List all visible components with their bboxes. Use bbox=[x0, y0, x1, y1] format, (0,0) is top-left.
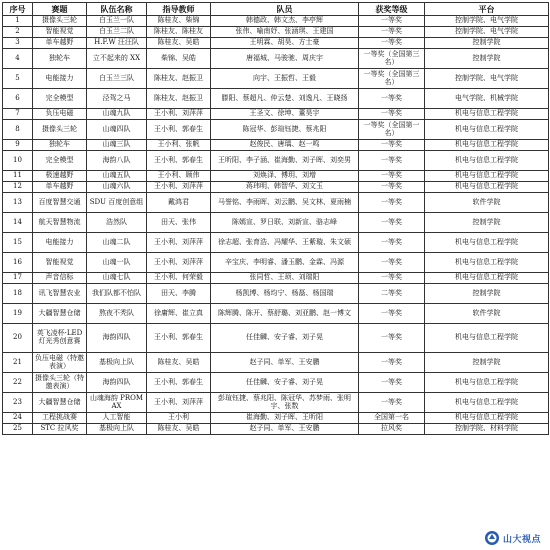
cell-award: 一等奖（全国第三名） bbox=[359, 69, 425, 89]
cell-teacher: 王小利、顾伟 bbox=[147, 171, 211, 182]
table-row bbox=[3, 69, 549, 89]
cell-platform: 软件学院 bbox=[425, 304, 549, 324]
cell-no: 25 bbox=[3, 424, 33, 435]
table-row bbox=[3, 284, 549, 304]
table-row bbox=[3, 89, 549, 109]
cell-award: 一等奖 bbox=[359, 109, 425, 120]
cell-members: 滕阳、蔡超凡、仲云楚、刘逸凡、王晓扬 bbox=[211, 89, 359, 109]
table-row bbox=[3, 324, 549, 353]
cell-award: 一等奖 bbox=[359, 324, 425, 353]
cell-topic: 摄像头三轮 bbox=[33, 16, 87, 27]
cell-team: 山魂六队 bbox=[87, 182, 147, 193]
table-row bbox=[3, 16, 549, 27]
cell-members: 王明霖、胡昊、方士豪 bbox=[211, 38, 359, 49]
header-team: 队伍名称 bbox=[87, 3, 147, 16]
cell-no: 15 bbox=[3, 233, 33, 253]
cell-no: 3 bbox=[3, 38, 33, 49]
cell-topic: 摄像头三轮（特邀表演） bbox=[33, 373, 87, 393]
cell-topic: 独轮车 bbox=[33, 49, 87, 69]
cell-platform: 控制学院 bbox=[425, 284, 549, 304]
table-row bbox=[3, 304, 549, 324]
table-row bbox=[3, 413, 549, 424]
cell-platform: 机电与信息工程学院 bbox=[425, 413, 549, 424]
cell-platform: 软件学院 bbox=[425, 193, 549, 213]
cell-members: 王昕阳、李子涵、崔海勤、刘子晖、刘奕男 bbox=[211, 151, 359, 171]
cell-award: 一等奖 bbox=[359, 27, 425, 38]
cell-topic: 完全模型 bbox=[33, 89, 87, 109]
cell-members: 赵俊民、唐瑀、赵一鸣 bbox=[211, 140, 359, 151]
cell-teacher: 陈桂友、吴皓 bbox=[147, 38, 211, 49]
cell-teacher: 王小利、郭春生 bbox=[147, 373, 211, 393]
cell-team: 基极向上队 bbox=[87, 424, 147, 435]
cell-members: 陈冠华、彭瑄钰捷、蔡兆阳 bbox=[211, 120, 359, 140]
cell-award: 一等奖 bbox=[359, 38, 425, 49]
cell-members: 唐福城、马骏驰、周庆宇 bbox=[211, 49, 359, 69]
cell-topic: 大疆智慧仓储 bbox=[33, 393, 87, 413]
cell-teacher: 王小利、刘萍萍 bbox=[147, 109, 211, 120]
cell-platform: 机电与信息工程学院 bbox=[425, 253, 549, 273]
table-row bbox=[3, 393, 549, 413]
table-row bbox=[3, 253, 549, 273]
table-row bbox=[3, 373, 549, 393]
sdu-logo-icon bbox=[484, 530, 500, 546]
cell-award: 一等奖 bbox=[359, 16, 425, 27]
cell-topic: 摄像头三轮 bbox=[33, 120, 87, 140]
table-row bbox=[3, 120, 549, 140]
cell-award: 一等奖（全国第三名） bbox=[359, 49, 425, 69]
cell-no: 21 bbox=[3, 353, 33, 373]
cell-platform: 机电与信息工程学院 bbox=[425, 140, 549, 151]
cell-members: 张伟、喻南妤、张涵琪、王建国 bbox=[211, 27, 359, 38]
cell-no: 4 bbox=[3, 49, 33, 69]
cell-members: 向宇、王振哲、王毅 bbox=[211, 69, 359, 89]
cell-members: 徐志超、张育浩、冯耀华、王紫璇、朱文硕 bbox=[211, 233, 359, 253]
cell-teacher: 陈桂友、赵振卫 bbox=[147, 89, 211, 109]
cell-members: 任佳麟、安子睿、刘子晃 bbox=[211, 373, 359, 393]
cell-no: 14 bbox=[3, 213, 33, 233]
cell-topic: 工程挑战赛 bbox=[33, 413, 87, 424]
cell-teacher: 王小利、刘萍萍 bbox=[147, 233, 211, 253]
cell-award: 一等奖 bbox=[359, 171, 425, 182]
table-row bbox=[3, 213, 549, 233]
cell-members: 赵子同、单军、王安鹏 bbox=[211, 424, 359, 435]
cell-topic: 航天智慧物流 bbox=[33, 213, 87, 233]
cell-platform: 机电与信息工程学院 bbox=[425, 182, 549, 193]
cell-topic: 电能接力 bbox=[33, 233, 87, 253]
cell-members: 陈嫣宣、罗日联、刘新宣、骆志峰 bbox=[211, 213, 359, 233]
cell-award: 一等奖 bbox=[359, 140, 425, 151]
cell-members: 崔海勤、刘子晖、王昕阳 bbox=[211, 413, 359, 424]
cell-team: 海韵八队 bbox=[87, 151, 147, 171]
cell-platform: 控制学院、电气学院 bbox=[425, 27, 549, 38]
cell-teacher: 王小利、刘萍萍 bbox=[147, 393, 211, 413]
cell-members: 王圣文、徐坤、董昊宇 bbox=[211, 109, 359, 120]
cell-members: 赵子同、单军、王安鹏 bbox=[211, 353, 359, 373]
cell-members: 彭瑄钰捷、蔡兆阳、陈冠华、苏梦雨、张明宇、张数 bbox=[211, 393, 359, 413]
cell-no: 1 bbox=[3, 16, 33, 27]
awards-table bbox=[2, 2, 549, 435]
cell-award: 一等奖 bbox=[359, 373, 425, 393]
cell-members: 辛宝庆、李明睿、潘玉鹏、金霖、冯源 bbox=[211, 253, 359, 273]
cell-platform: 机电与信息工程学院 bbox=[425, 324, 549, 353]
cell-members: 刘焕泽、傅玥、刘增 bbox=[211, 171, 359, 182]
cell-team: 山魂七队 bbox=[87, 273, 147, 284]
cell-team: 山魂九队 bbox=[87, 109, 147, 120]
table-row bbox=[3, 193, 549, 213]
cell-topic: 声音信标 bbox=[33, 273, 87, 284]
cell-platform: 机电与信息工程学院 bbox=[425, 373, 549, 393]
header-award: 获奖等级 bbox=[359, 3, 425, 16]
table-row bbox=[3, 38, 549, 49]
cell-platform: 机电与信息工程学院 bbox=[425, 151, 549, 171]
cell-teacher: 王小利 bbox=[147, 413, 211, 424]
cell-topic: 百度智慧交通 bbox=[33, 193, 87, 213]
cell-award: 一等奖 bbox=[359, 273, 425, 284]
header-teacher: 指导教师 bbox=[147, 3, 211, 16]
cell-topic: 完全模型 bbox=[33, 151, 87, 171]
cell-platform: 电气学院、机械学院 bbox=[425, 89, 549, 109]
cell-team: 我们队都不怕队 bbox=[87, 284, 147, 304]
cell-platform: 机电与信息工程学院 bbox=[425, 233, 549, 253]
cell-teacher: 王小利、张帆 bbox=[147, 140, 211, 151]
cell-no: 9 bbox=[3, 140, 33, 151]
table-row bbox=[3, 27, 549, 38]
cell-award: 一等奖 bbox=[359, 182, 425, 193]
table-row bbox=[3, 151, 549, 171]
cell-teacher: 戴鸿君 bbox=[147, 193, 211, 213]
cell-no: 12 bbox=[3, 182, 33, 193]
cell-no: 24 bbox=[3, 413, 33, 424]
cell-teacher: 王小利、何荣毅 bbox=[147, 273, 211, 284]
cell-topic: 英飞凌杯·LED 灯光秀创意赛 bbox=[33, 324, 87, 353]
cell-team: 浩然队 bbox=[87, 213, 147, 233]
cell-topic: 独轮车 bbox=[33, 140, 87, 151]
cell-team: 山魂一队 bbox=[87, 253, 147, 273]
cell-team: 山魂三队 bbox=[87, 140, 147, 151]
cell-team: 白玉兰一队 bbox=[87, 16, 147, 27]
cell-no: 10 bbox=[3, 151, 33, 171]
cell-no: 22 bbox=[3, 373, 33, 393]
cell-award: 一等奖 bbox=[359, 253, 425, 273]
cell-teacher: 田天、张伟 bbox=[147, 213, 211, 233]
cell-topic: 智能视觉 bbox=[33, 27, 87, 38]
cell-teacher: 王小利、郭春生 bbox=[147, 324, 211, 353]
cell-no: 19 bbox=[3, 304, 33, 324]
table-row bbox=[3, 424, 549, 435]
cell-topic: 讯飞智慧农业 bbox=[33, 284, 87, 304]
cell-team: 白玉兰二队 bbox=[87, 27, 147, 38]
cell-teacher: 柴锦、吴皓 bbox=[147, 49, 211, 69]
cell-members: 马誉铭、李雨晖、刘云鹏、吴文林、夏雨楠 bbox=[211, 193, 359, 213]
cell-no: 11 bbox=[3, 171, 33, 182]
cell-award: 一等奖 bbox=[359, 213, 425, 233]
cell-award: 一等奖 bbox=[359, 304, 425, 324]
cell-team: H.F.W 汪汪队 bbox=[87, 38, 147, 49]
cell-team: 山魂二队 bbox=[87, 233, 147, 253]
cell-topic: STC 拉风奖 bbox=[33, 424, 87, 435]
cell-team: 白玉兰三队 bbox=[87, 69, 147, 89]
cell-teacher: 陈桂友、陈桂友 bbox=[147, 27, 211, 38]
cell-platform: 控制学院 bbox=[425, 213, 549, 233]
cell-no: 6 bbox=[3, 89, 33, 109]
cell-platform: 控制学院、电气学院 bbox=[425, 69, 549, 89]
cell-topic: 极速越野 bbox=[33, 171, 87, 182]
cell-no: 5 bbox=[3, 69, 33, 89]
cell-award: 一等奖 bbox=[359, 193, 425, 213]
cell-no: 2 bbox=[3, 27, 33, 38]
header-topic: 赛题 bbox=[33, 3, 87, 16]
table-row bbox=[3, 140, 549, 151]
cell-award: 一等奖 bbox=[359, 151, 425, 171]
cell-team: 熬夜不秃队 bbox=[87, 304, 147, 324]
table-header-row bbox=[3, 3, 549, 16]
cell-team: 海韵四队 bbox=[87, 373, 147, 393]
cell-platform: 机电与信息工程学院 bbox=[425, 393, 549, 413]
cell-platform: 机电与信息工程学院 bbox=[425, 171, 549, 182]
cell-award: 二等奖 bbox=[359, 284, 425, 304]
watermark bbox=[484, 529, 546, 547]
header-platform: 平台 bbox=[425, 3, 549, 16]
cell-topic: 大疆智慧仓储 bbox=[33, 304, 87, 324]
cell-team: SDU 百度创意组 bbox=[87, 193, 147, 213]
cell-topic: 负压电磁 bbox=[33, 109, 87, 120]
cell-teacher: 徐庸辉、崔立真 bbox=[147, 304, 211, 324]
cell-team: 基极向上队 bbox=[87, 353, 147, 373]
cell-platform: 控制学院 bbox=[425, 353, 549, 373]
cell-award: 一等奖 bbox=[359, 353, 425, 373]
cell-platform: 机电与信息工程学院 bbox=[425, 273, 549, 284]
cell-no: 23 bbox=[3, 393, 33, 413]
cell-platform: 控制学院、电气学院 bbox=[425, 16, 549, 27]
cell-members: 张同哲、王顼、刘瑞阳 bbox=[211, 273, 359, 284]
cell-members: 杨凯博、杨均宁、杨磊、杨国瑞 bbox=[211, 284, 359, 304]
cell-members: 任佳麟、安子睿、刘子晃 bbox=[211, 324, 359, 353]
cell-teacher: 王小利、刘萍萍 bbox=[147, 253, 211, 273]
header-no: 序号 bbox=[3, 3, 33, 16]
cell-platform: 机电与信息工程学院 bbox=[425, 109, 549, 120]
table-row bbox=[3, 353, 549, 373]
table-row bbox=[3, 233, 549, 253]
cell-platform: 控制学院、材料学院 bbox=[425, 424, 549, 435]
cell-teacher: 陈桂友、柴锦 bbox=[147, 16, 211, 27]
cell-no: 20 bbox=[3, 324, 33, 353]
cell-team: 海韵四队 bbox=[87, 324, 147, 353]
cell-teacher: 陈桂友、赵振卫 bbox=[147, 69, 211, 89]
table-row bbox=[3, 171, 549, 182]
cell-topic: 智能视觉 bbox=[33, 253, 87, 273]
cell-topic: 单车越野 bbox=[33, 182, 87, 193]
cell-members: 韩德政、韩文杰、李亭辉 bbox=[211, 16, 359, 27]
cell-teacher: 陈桂友、吴皓 bbox=[147, 353, 211, 373]
cell-team: 山魂海韵 PROMAX bbox=[87, 393, 147, 413]
cell-no: 7 bbox=[3, 109, 33, 120]
cell-award: 一等奖 bbox=[359, 233, 425, 253]
cell-team: 人工智能 bbox=[87, 413, 147, 424]
cell-members: 陈辉腾、陈开、蔡舒璐、刘亚鹏、赵一博文 bbox=[211, 304, 359, 324]
cell-no: 18 bbox=[3, 284, 33, 304]
table-row bbox=[3, 182, 549, 193]
cell-team: 山魂五队 bbox=[87, 171, 147, 182]
cell-award: 全国第一名 bbox=[359, 413, 425, 424]
header-members: 队员 bbox=[211, 3, 359, 16]
cell-award: 一等奖（全国第一名） bbox=[359, 120, 425, 140]
cell-platform: 控制学院 bbox=[425, 49, 549, 69]
cell-teacher: 田天、李腾 bbox=[147, 284, 211, 304]
table-row bbox=[3, 109, 549, 120]
cell-teacher: 王小利、郭春生 bbox=[147, 120, 211, 140]
cell-teacher: 王小利、郭春生 bbox=[147, 151, 211, 171]
cell-team: 立不起来的 XX bbox=[87, 49, 147, 69]
cell-platform: 机电与信息工程学院 bbox=[425, 120, 549, 140]
table-row bbox=[3, 273, 549, 284]
table-row bbox=[3, 49, 549, 69]
cell-teacher: 陈桂友、吴皓 bbox=[147, 424, 211, 435]
cell-award: 拉风奖 bbox=[359, 424, 425, 435]
cell-topic: 负压电磁（特邀表演） bbox=[33, 353, 87, 373]
cell-award: 一等奖 bbox=[359, 89, 425, 109]
cell-no: 8 bbox=[3, 120, 33, 140]
cell-topic: 单车越野 bbox=[33, 38, 87, 49]
cell-no: 17 bbox=[3, 273, 33, 284]
cell-topic: 电能接力 bbox=[33, 69, 87, 89]
cell-no: 16 bbox=[3, 253, 33, 273]
cell-platform: 控制学院 bbox=[425, 38, 549, 49]
watermark-text: 山大视点 bbox=[503, 534, 542, 545]
cell-members: 蒋玮明、韩智华、刘文玉 bbox=[211, 182, 359, 193]
cell-award: 一等奖 bbox=[359, 393, 425, 413]
cell-no: 13 bbox=[3, 193, 33, 213]
cell-team: 山魂四队 bbox=[87, 120, 147, 140]
cell-team: 泾驾之马 bbox=[87, 89, 147, 109]
cell-teacher: 王小利、刘萍萍 bbox=[147, 182, 211, 193]
